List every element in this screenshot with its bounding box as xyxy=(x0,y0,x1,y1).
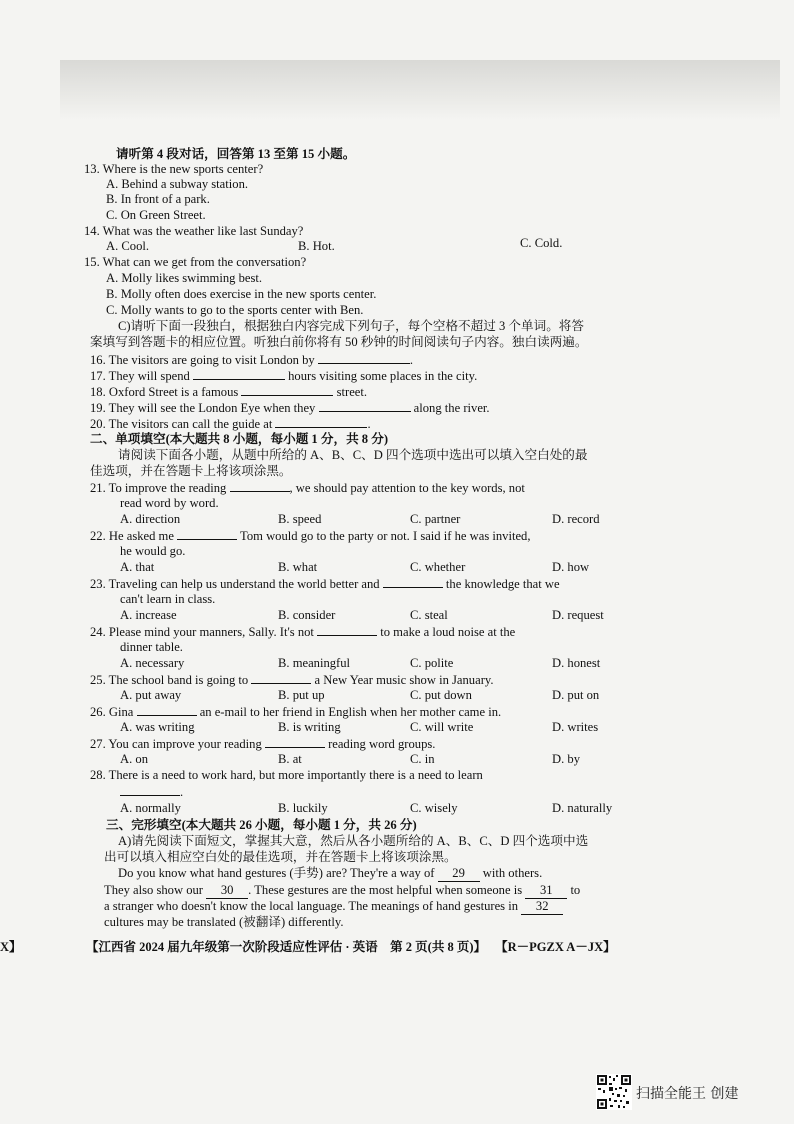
scanner-brand: 扫描全能王 创建 xyxy=(636,1086,739,1102)
part-2-instruction-1: 请阅读下面各小题，从题中所给的 A、B、C、D 四个选项中选出可以填入空白处的最 xyxy=(118,448,588,462)
page-footer: 【江西省 2024 届九年级第一次阶段适应性评估 · 英语 第 2 页(共 8 页)】 【R－PGZX A－JX】 xyxy=(86,940,616,954)
option-14a: A. Cool. xyxy=(106,239,150,253)
option-25a: A. put away xyxy=(120,688,182,702)
option-26b: B. is writing xyxy=(278,720,341,734)
option-28a: A. normally xyxy=(120,801,181,815)
option-27c: C. in xyxy=(410,752,435,766)
passage-line-2: They also show our 30 . These gestures are the most helpful when someone is 31 to xyxy=(104,883,581,897)
option-24d: D. honest xyxy=(552,656,601,670)
question-23: 23. Traveling can help us understand the world better and the knowledge that we xyxy=(90,577,560,591)
qr-code-icon xyxy=(596,1074,632,1110)
scan-shadow xyxy=(60,60,780,120)
question-20: 20. The visitors can call the guide at . xyxy=(90,417,371,431)
section-heading: 请听第 4 段对话，回答第 13 至第 15 小题。 xyxy=(116,147,356,161)
question-21: 21. To improve the reading , we should pay attention to the key words, not xyxy=(90,481,525,495)
option-23a: A. increase xyxy=(120,608,177,622)
question-22: 22. He asked me Tom would go to the party or not. I said if he was invited, xyxy=(90,529,531,543)
option-15a: A. Molly likes swimming best. xyxy=(106,271,263,285)
option-28c: C. wisely xyxy=(410,801,458,815)
option-21d: D. record xyxy=(552,512,600,526)
section-c-instruction-1: C)请听下面一段独白，根据独白内容完成下列句子，每个空格不超过 3 个单词。将答 xyxy=(118,319,584,333)
question-24-cont: dinner table. xyxy=(120,640,183,654)
blank-30: 30 xyxy=(206,882,248,899)
part-3-title: 三、完形填空(本大题共 26 小题，每小题 1 分，共 26 分) xyxy=(106,818,417,832)
question-28-blank: . xyxy=(120,783,183,800)
blank-31: 31 xyxy=(525,882,567,899)
option-23b: B. consider xyxy=(278,608,336,622)
option-21c: C. partner xyxy=(410,512,461,526)
option-24b: B. meaningful xyxy=(278,656,351,670)
question-21-cont: read word by word. xyxy=(120,496,219,510)
passage-line-3: a stranger who doesn't know the local language. The meanings of hand gestures in 32 xyxy=(104,898,563,915)
edge-fragment: X】 xyxy=(0,940,22,954)
blank-32: 32 xyxy=(521,898,563,915)
question-14: 14. What was the weather like last Sunday? xyxy=(84,224,304,238)
option-25b: B. put up xyxy=(278,688,325,702)
option-26c: C. will write xyxy=(410,720,474,734)
option-21b: B. speed xyxy=(278,512,322,526)
option-27a: A. on xyxy=(120,752,148,766)
question-19: 19. They will see the London Eye when they along the river. xyxy=(90,401,490,415)
option-23d: D. request xyxy=(552,608,604,622)
question-13: 13. Where is the new sports center? xyxy=(84,162,264,176)
question-22-cont: he would go. xyxy=(120,544,186,558)
question-17: 17. They will spend hours visiting some places in the city. xyxy=(90,369,478,383)
part-3-instruction-1: A)请先阅读下面短文，掌握其大意，然后从各小题所给的 A、B、C、D 四个选项中选 xyxy=(118,834,589,848)
question-27: 27. You can improve your reading reading word groups. xyxy=(90,737,436,751)
question-26: 26. Gina an e-mail to her friend in English when her mother came in. xyxy=(90,705,502,719)
option-15b: B. Molly often does exercise in the new sports center. xyxy=(106,287,377,301)
part-2-title: 二、单项填空(本大题共 8 小题，每小题 1 分，共 8 分) xyxy=(90,432,389,446)
option-14b: B. Hot. xyxy=(298,239,335,253)
option-27d: D. by xyxy=(552,752,580,766)
option-22c: C. whether xyxy=(410,560,466,574)
part-3-instruction-2: 出可以填入相应空白处的最佳选项，并在答题卡上将该项涂黑。 xyxy=(104,850,457,864)
question-23-cont: can't learn in class. xyxy=(120,592,216,606)
option-25c: C. put down xyxy=(410,688,472,702)
question-15: 15. What can we get from the conversation? xyxy=(84,255,307,269)
option-22a: A. that xyxy=(120,560,155,574)
option-13b: B. In front of a park. xyxy=(106,192,210,206)
option-24a: A. necessary xyxy=(120,656,185,670)
option-28d: D. naturally xyxy=(552,801,613,815)
option-25d: D. put on xyxy=(552,688,600,702)
option-24c: C. polite xyxy=(410,656,454,670)
question-25: 25. The school band is going to a New Year music show in January. xyxy=(90,673,494,687)
option-23c: C. steal xyxy=(410,608,448,622)
section-c-instruction-2: 案填写到答题卡的相应位置。听独白前你将有 50 秒钟的时间阅读句子内容。独白读两遍。 xyxy=(90,335,588,349)
option-22d: D. how xyxy=(552,560,590,574)
question-28: 28. There is a need to work hard, but more importantly there is a need to learn xyxy=(90,768,483,782)
blank-29: 29 xyxy=(438,865,480,882)
question-18: 18. Oxford Street is a famous street. xyxy=(90,385,368,399)
option-13a: A. Behind a subway station. xyxy=(106,177,249,191)
option-28b: B. luckily xyxy=(278,801,328,815)
passage-line-4: cultures may be translated (被翻译) differently. xyxy=(104,915,344,929)
option-15c: C. Molly wants to go to the sports center with Ben. xyxy=(106,303,364,317)
question-16: 16. The visitors are going to visit London by . xyxy=(90,353,414,367)
passage-line-1: Do you know what hand gestures (手势) are? They're a way of 29 with others. xyxy=(118,866,543,880)
part-2-instruction-2: 佳选项，并在答题卡上将该项涂黑。 xyxy=(90,464,292,478)
option-13c: C. On Green Street. xyxy=(106,208,206,222)
option-21a: A. direction xyxy=(120,512,181,526)
option-26a: A. was writing xyxy=(120,720,195,734)
option-14c: C. Cold. xyxy=(520,236,563,250)
option-22b: B. what xyxy=(278,560,318,574)
option-26d: D. writes xyxy=(552,720,599,734)
question-24: 24. Please mind your manners, Sally. It's not to make a loud noise at the xyxy=(90,625,516,639)
option-27b: B. at xyxy=(278,752,302,766)
